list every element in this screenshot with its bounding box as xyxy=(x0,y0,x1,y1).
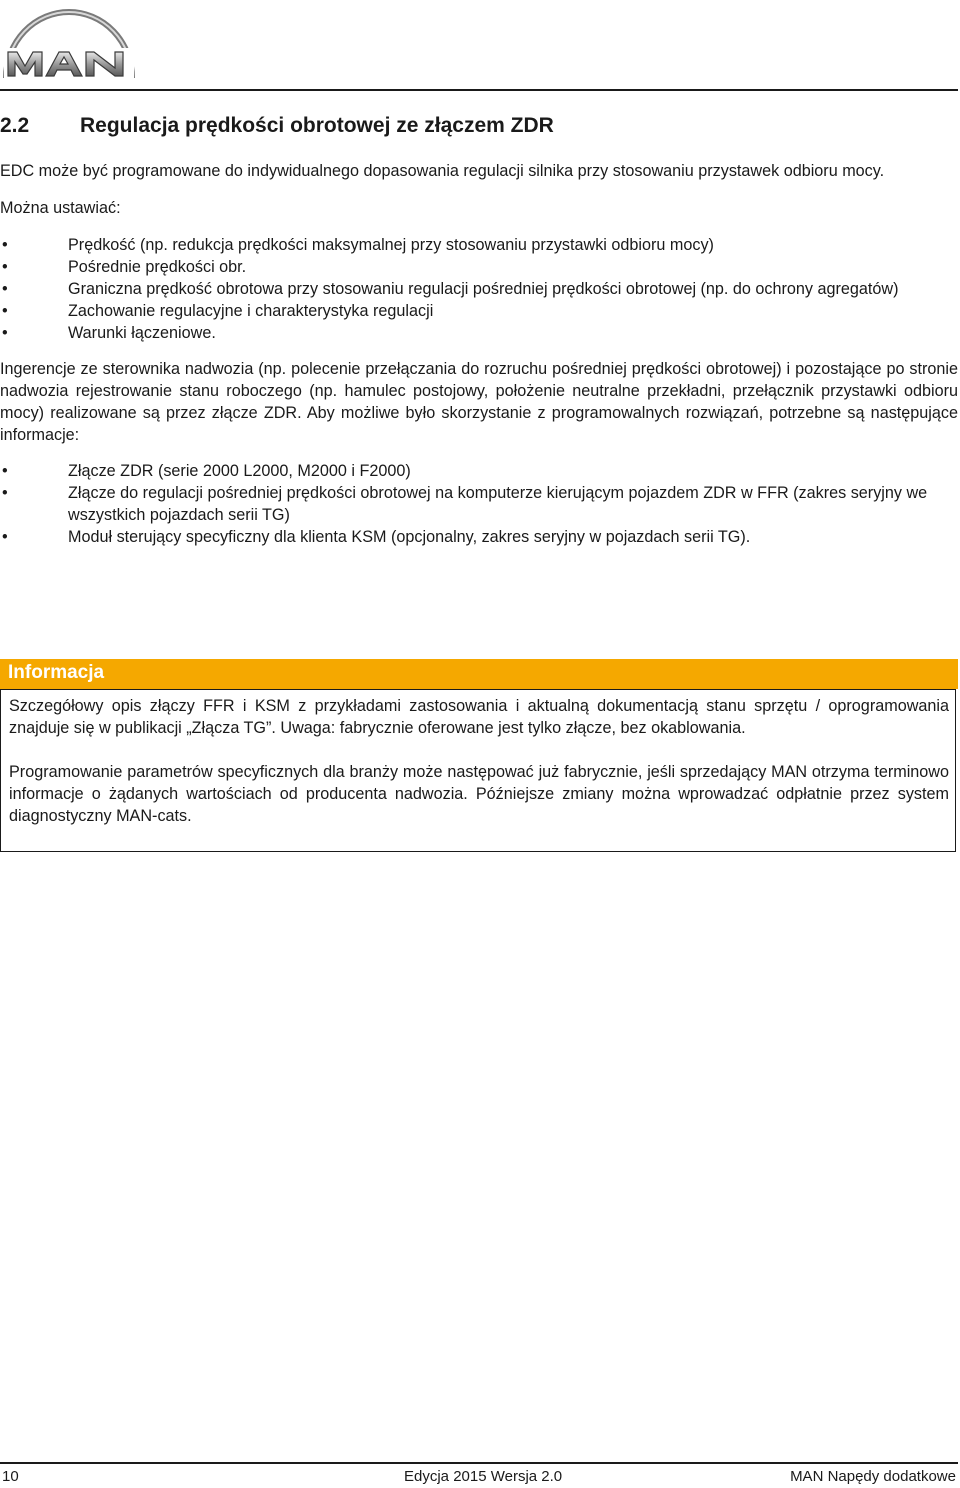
section-heading xyxy=(0,114,958,138)
footer-title: MAN Napędy dodatkowe xyxy=(790,1468,956,1485)
list-item: • Moduł sterujący specyficzny dla klienta KSM (opcjonalny, zakres seryjny w pojazdach serii TG). xyxy=(0,526,958,548)
main-content xyxy=(0,160,958,548)
list-item: • Zachowanie regulacyjne i charakterystyka regulacji xyxy=(0,300,958,322)
section-title: Regulacja prędkości obrotowej ze złączem ZDR xyxy=(80,114,554,137)
list-item: • Złącze do regulacji pośredniej prędkości obrotowej na komputerze kierującym pojazdem ZDR w FFR (zakres seryjny we wszystkich pojazdach serii TG) xyxy=(0,482,958,526)
header-rule xyxy=(0,89,958,91)
footer-edition: Edycja 2015 Wersja 2.0 xyxy=(404,1468,563,1485)
list-item: • Warunki łączeniowe. xyxy=(0,322,958,344)
info-box-title: Informacja xyxy=(8,662,105,683)
info-paragraph: Programowanie parametrów specyficznych dla branży może następować już fabrycznie, jeśli sprzedający MAN otrzyma terminowo informacje o żądanych wartościach od producenta nadwozia. Późniejsze zmiany można wprowadzać odpłatnie przez system diagnostyczny MAN-cats. xyxy=(9,763,949,825)
list-item: • Prędkość (np. redukcja prędkości maksymalnej przy stosowaniu przystawki odbioru mocy) xyxy=(0,234,958,256)
footer-rule xyxy=(0,1462,958,1464)
settings-label: Można ustawiać: xyxy=(0,199,121,217)
man-logo xyxy=(2,2,136,80)
info-list xyxy=(0,460,958,548)
interference-paragraph: Ingerencje ze sterownika nadwozia (np. polecenie przełączania do rozruchu pośredniej prędkości obrotowej) i pozostające po stronie nadwozia rejestrowanie stanu roboczego (np. hamulec postojowy, położenie neutralne przekładni, przełącznik przystawki odbioru mocy) realizowane są przez złącze ZDR. Aby możliwe było skorzystanie z programowalnych rozwiązań, potrzebne są następujące informacje: xyxy=(0,360,958,444)
list-item: • Graniczna prędkość obrotowa przy stosowaniu regulacji pośredniej prędkości obrotowej (np. do ochrony agregatów) xyxy=(0,278,958,300)
info-box-body xyxy=(9,695,949,827)
list-item: • Pośrednie prędkości obr. xyxy=(0,256,958,278)
list-item: • Złącze ZDR (serie 2000 L2000, M2000 i F2000) xyxy=(0,460,958,482)
info-box-header xyxy=(0,659,958,689)
intro-paragraph: EDC może być programowane do indywidualnego dopasowania regulacji silnika przy stosowaniu przystawek odbioru mocy. xyxy=(0,162,885,180)
info-paragraph: Szczegółowy opis złączy FFR i KSM z przykładami zastosowania i aktualną dokumentacją stanu sprzętu / oprogramowania znajduje się w publikacji „Złącza TG”. Uwaga: fabrycznie oferowane jest tylko złącze, bez okablowania. xyxy=(9,697,949,737)
page-number: 10 xyxy=(2,1468,19,1485)
settings-list xyxy=(0,234,958,344)
section-number: 2.2 xyxy=(0,114,30,137)
